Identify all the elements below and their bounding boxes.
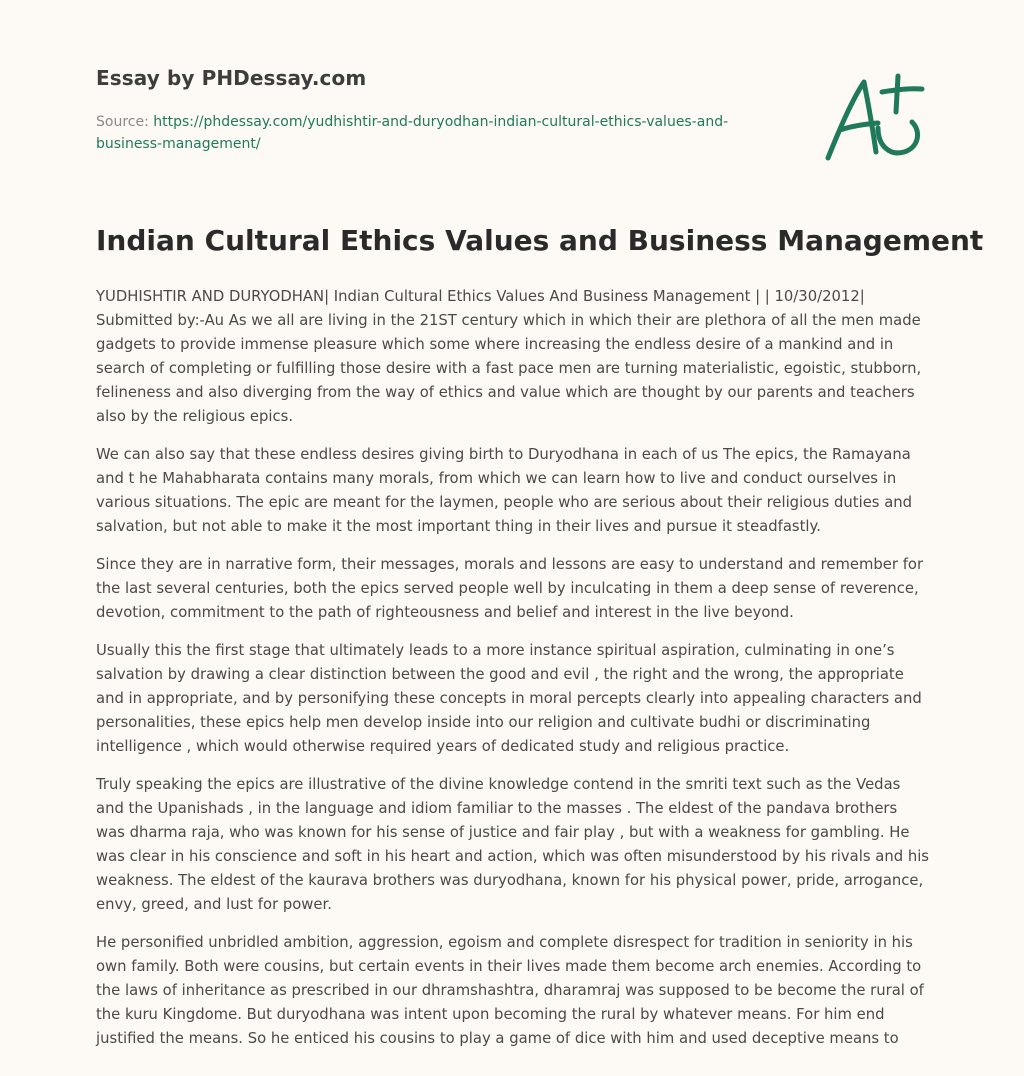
a-plus-logo — [818, 68, 930, 164]
article-paragraph: YUDHISHTIR AND DURYODHAN| Indian Cultural Ethics Values And Business Management | | 10/30/2012| Submitted by:-Au As we all are living in the 21ST century which in which their are plethora of all the men made gadgets to provide immense pleasure which some where increasing the endless desire of a mankind and in search of completing or fulfilling those desire with a fast pace men are turning materialistic, egoistic, stubborn, felineness and also diverging from the way of ethics and value which are thought by our parents and teachers also by the religious epics. — [96, 288, 922, 425]
article-paragraph: He personified unbridled ambition, aggression, egoism and complete disrespect for tradition in seniority in his own family. Both were cousins, but certain events in their lives made them become arch enemies. According to the laws of inheritance as prescribed in our dhramshashtra, dharamraj was supposed to be become the rural of the kuru Kingdome. But duryodhana was intent upon becoming the rural by whatever means. For him end justified the means. So he enticed his cousins to play a game of dice with him and used deceptive means to — [96, 934, 924, 1047]
site-brand: Essay by PHDessay.com — [96, 66, 367, 90]
article-paragraph: We can also say that these endless desires giving birth to Duryodhana in each of us The epics, the Ramayana and t he Mahabharata contains many morals, from which we can learn how to live and conduct ourselves in various situations. The epic are meant for the laymen, people who are serious about their religious duties and salvation, but not able to make it the most important thing in their lives and pursue it steadfastly. — [96, 446, 913, 535]
article-paragraph: Truly speaking the epics are illustrative of the divine knowledge contend in the smriti text such as the Vedas and the Upanishads , in the language and idiom familiar to the masses . The eldest of the pandava brothers was dharma raja, who was known for his sense of justice and fair play , but with a weakness for gambling. He was clear in his conscience and soft in his heart and action, which was often misunderstood by his rivals and his weakness. The eldest of the kaurava brothers was duryodhana, known for his physical power, pride, arrogance, envy, greed, and lust for power. — [96, 776, 930, 913]
logo-swirl — [878, 122, 918, 153]
source-link[interactable]: https://phdessay.com/yudhishtir-and-duryodhan-indian-cultural-ethics-values-and-business-management/ — [96, 114, 729, 152]
logo-letter-a-stroke — [828, 82, 876, 158]
logo-plus-horizontal — [882, 89, 922, 92]
article-paragraph: Since they are in narrative form, their messages, morals and lessons are easy to understand and remember for the last several centuries, both the epics served people well by inculcating in them a deep sense of reverence, devotion, commitment to the path of righteousness and belief and interest in the live beyond. — [96, 556, 924, 621]
article-paragraph: Usually this the first stage that ultimately leads to a more instance spiritual aspiration, culminating in one’s salvation by drawing a clear distinction between the good and evil , the right and the wrong, the appropriate and in appropriate, and by personifying these concepts in moral percepts clearly into appealing characters and personalities, these epics help men develop inside into our religion and cultivate budhi or discriminating intelligence , which would otherwise required years of dedicated study and religious practice. — [96, 642, 922, 755]
source-label: Source: — [96, 114, 149, 130]
logo-plus-vertical — [896, 76, 898, 112]
source-line — [96, 111, 756, 155]
article-title: Indian Cultural Ethics Values and Business Management — [96, 224, 984, 257]
article-body — [96, 285, 930, 1065]
